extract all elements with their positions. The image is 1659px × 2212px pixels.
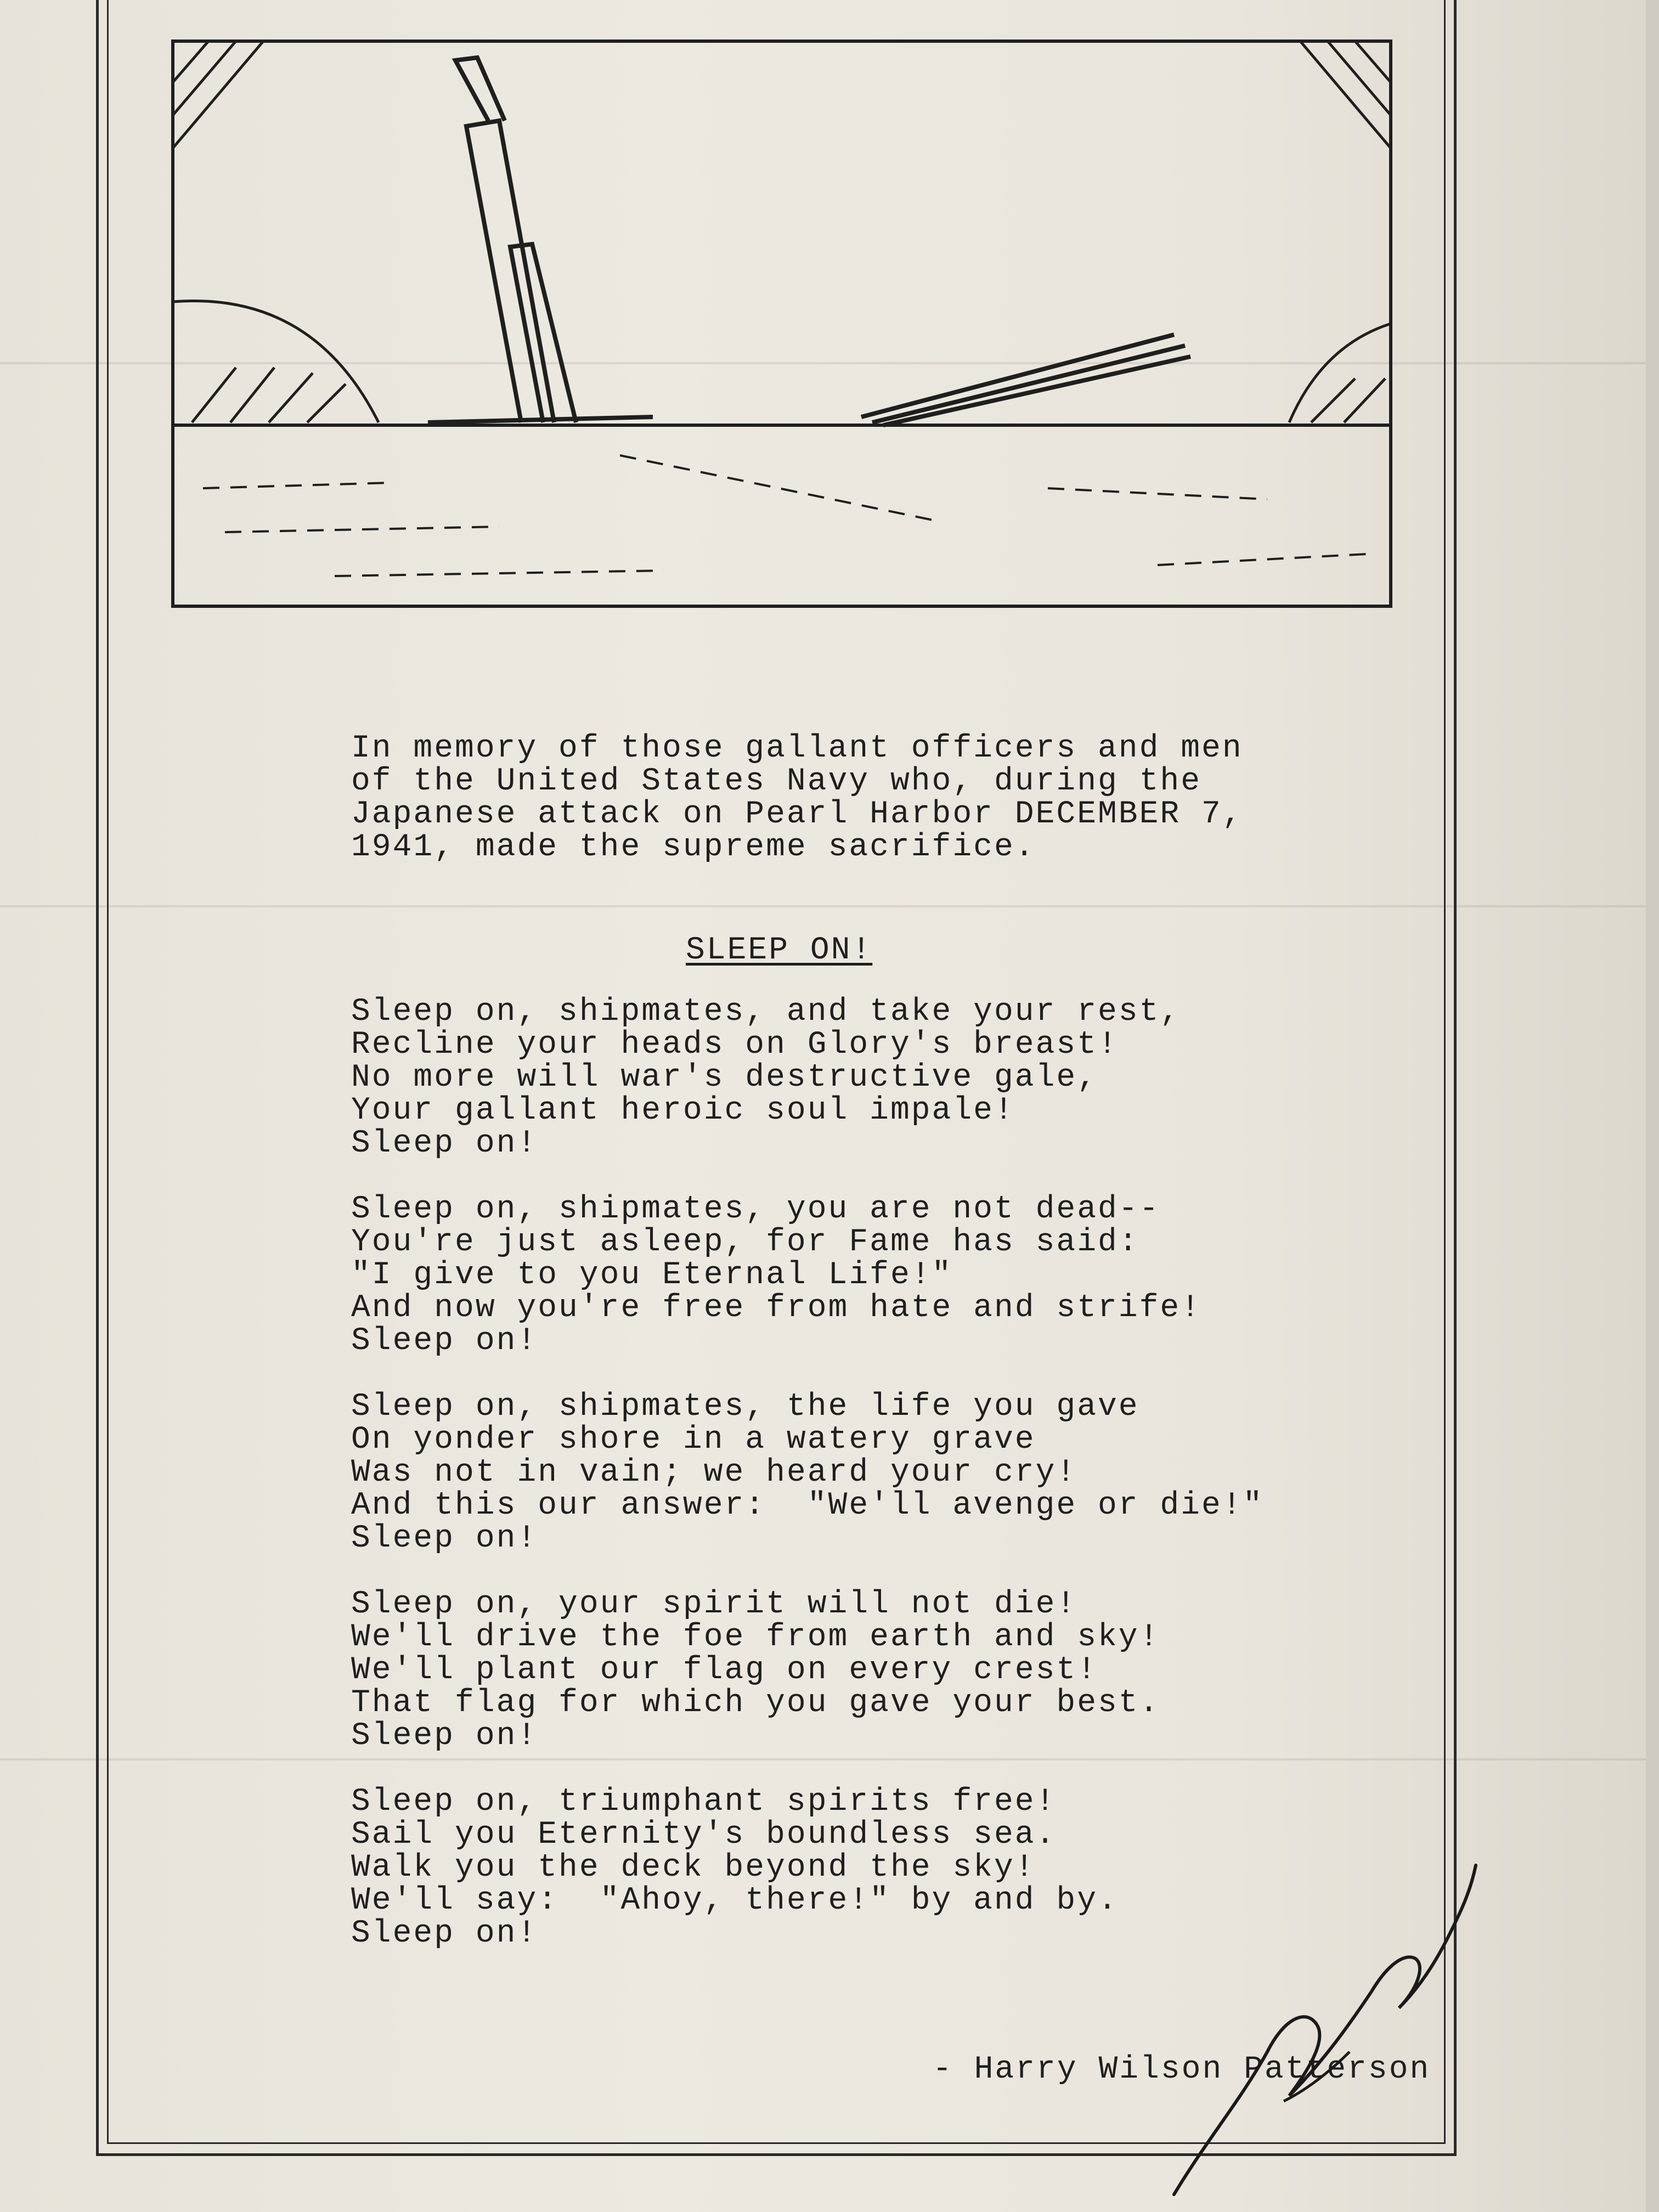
poem-stanza: Sleep on, shipmates, you are not dead-- You're just asleep, for Fame has said: "I give to you Eternal Life!" And now you're free from hate and strife! Sleep on!: [351, 1192, 1202, 1359]
author-credit: - Harry Wilson Patterson: [933, 2052, 1431, 2087]
sinking-battleship-drawing: [170, 38, 1393, 609]
poem-stanza: Sleep on, your spirit will not die! We'll drive the foe from earth and sky! We'll plant our flag on every crest! That flag for which you gave your best. Sleep on!: [351, 1587, 1160, 1754]
poem-title: SLEEP ON!: [686, 933, 873, 968]
poem-stanza: Sleep on, shipmates, and take your rest, Recline your heads on Glory's breast! No more will war's destructive gale, Your gallant heroic soul impale! Sleep on!: [351, 994, 1181, 1161]
poem-stanza: Sleep on, triumphant spirits free! Sail you Eternity's boundless sea. Walk you the deck beyond the sky! We'll say: "Ahoy, there!" by and by. Sleep on!: [351, 1784, 1119, 1951]
poem-stanza: Sleep on, shipmates, the life you gave On yonder shore in a watery grave Was not in vain; we heard your cry! And this our answer: "We'll avenge or die!" Sleep on!: [351, 1389, 1264, 1556]
handwritten-signature: [1141, 1843, 1481, 2212]
memorial-dedication: In memory of those gallant officers and men of the United States Navy who, during the Japanese attack on Pearl Harbor DECEMBER 7, 1941, made the supreme sacrifice.: [351, 731, 1243, 865]
